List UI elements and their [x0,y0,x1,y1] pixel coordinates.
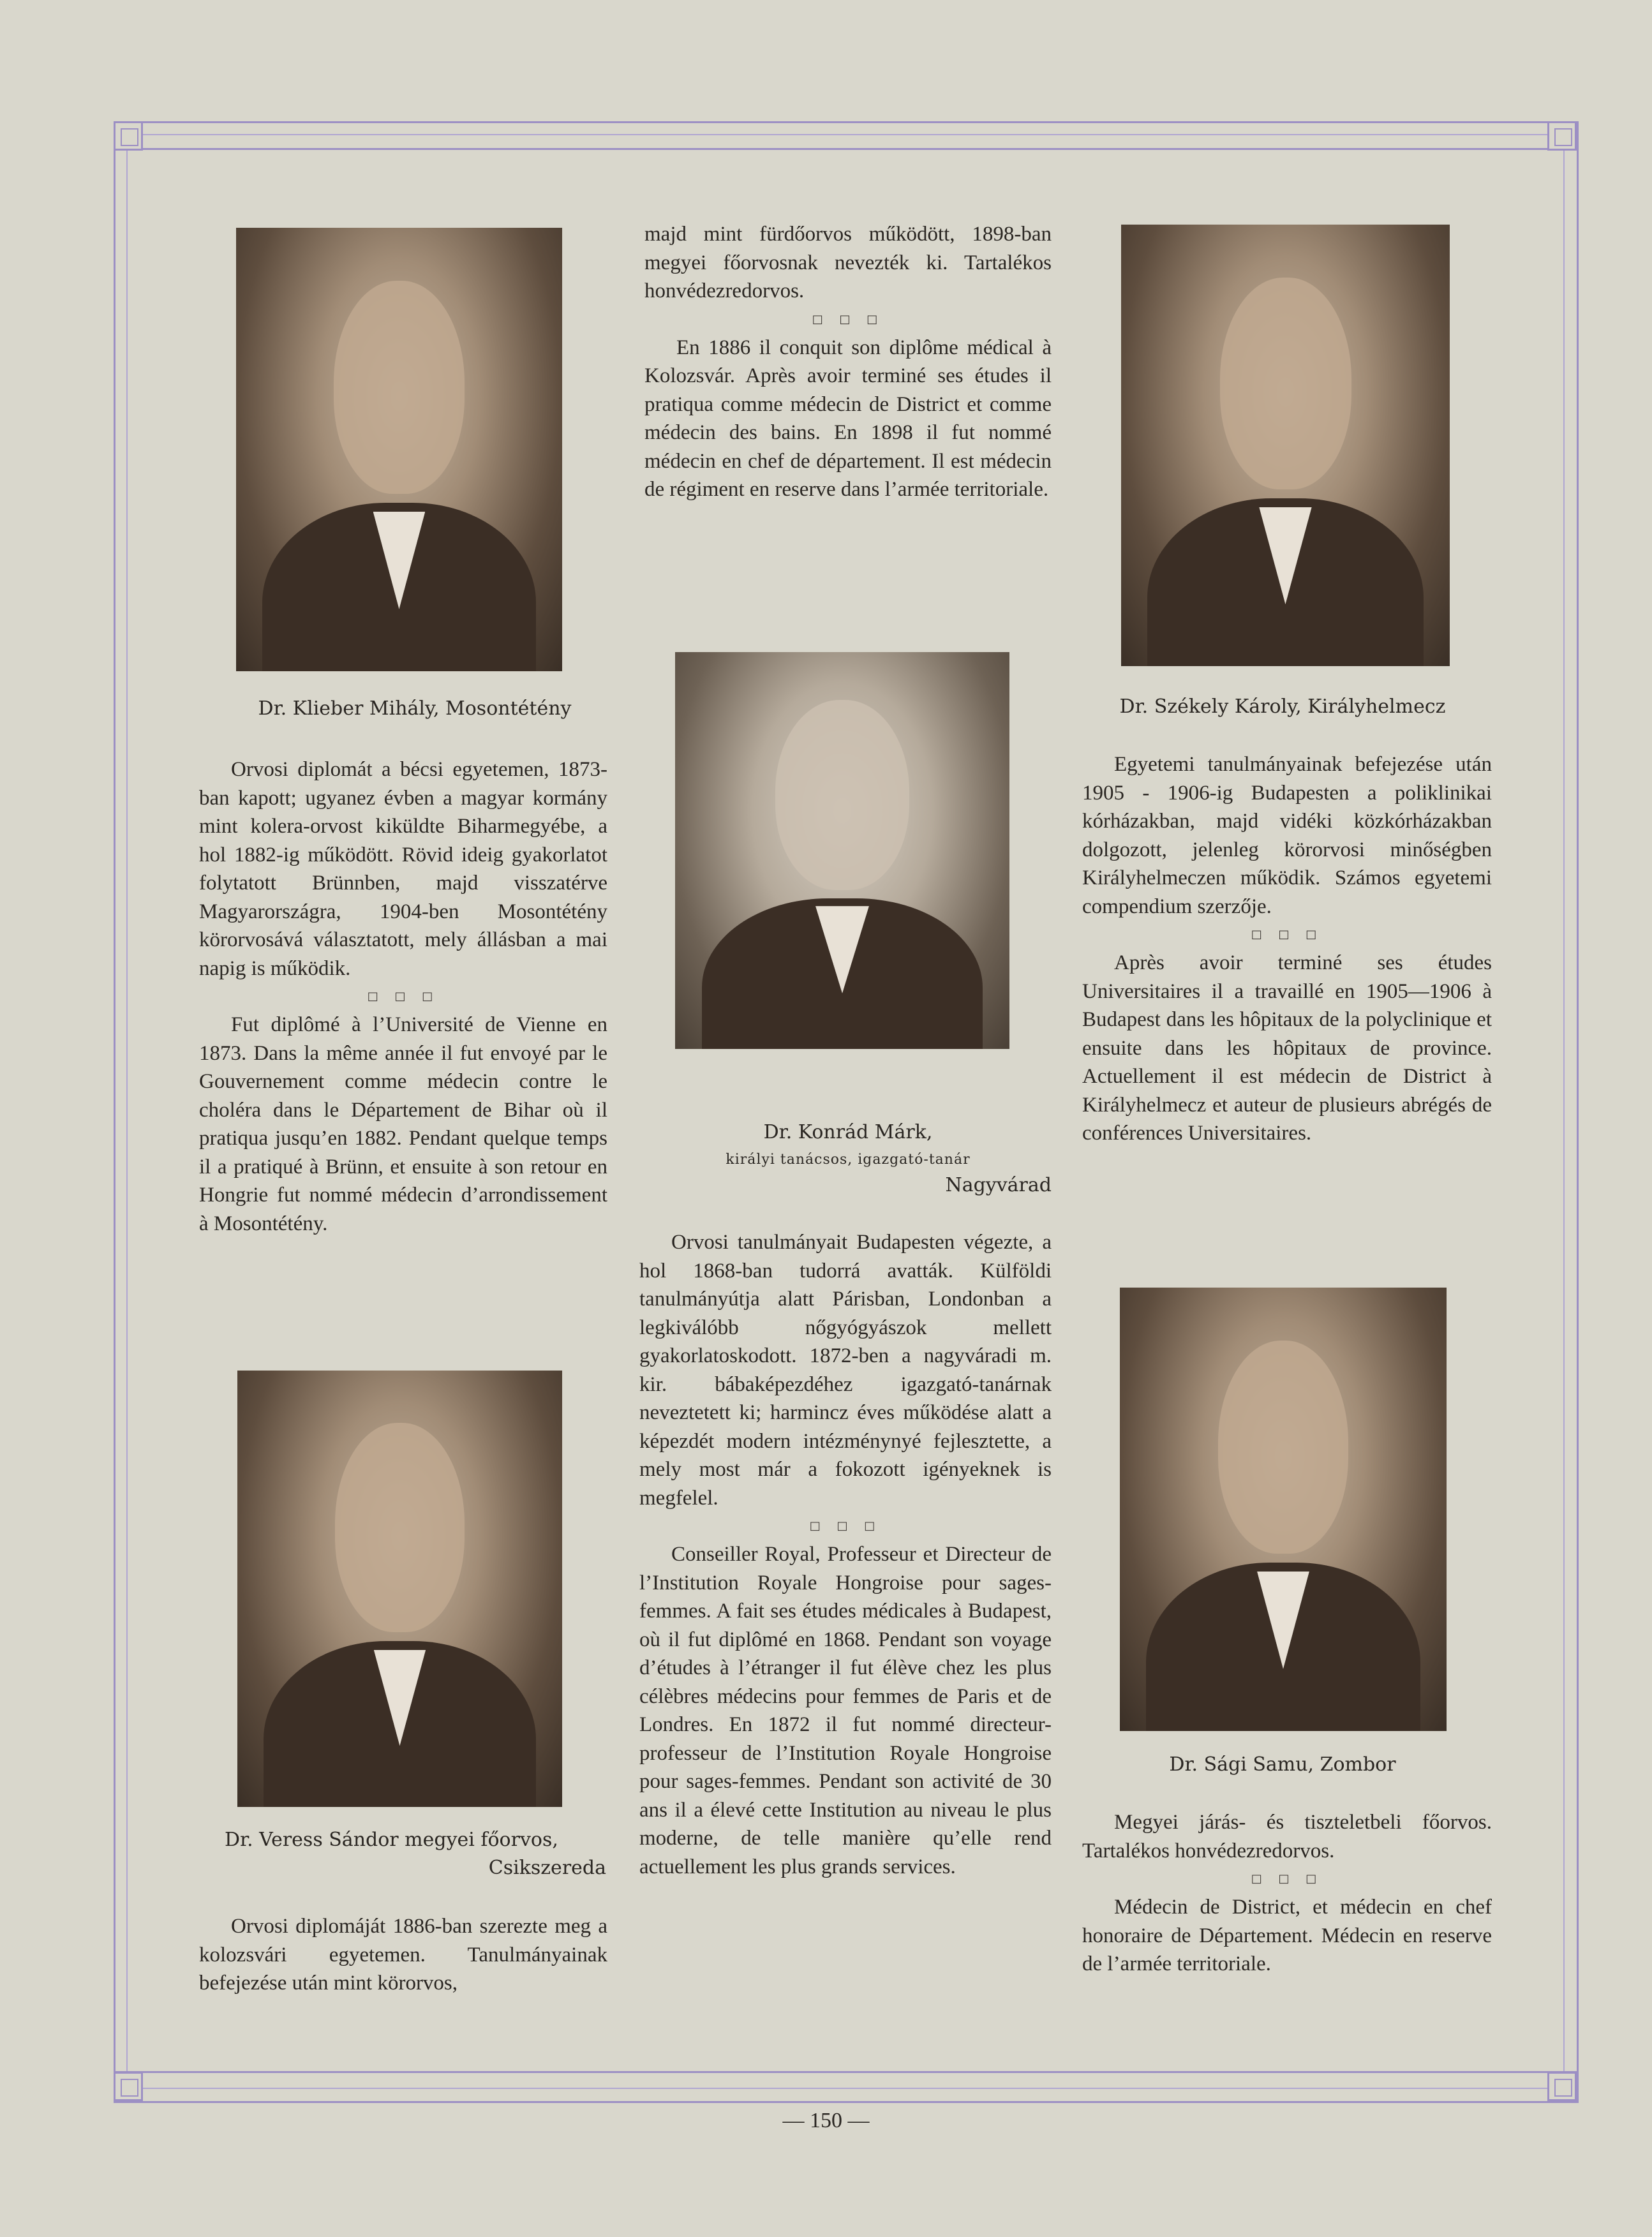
section-separator: □ □ □ [809,1519,882,1533]
portrait-photo-veress [237,1371,562,1807]
paragraph-veress-fr: En 1886 il conquit son diplôme médical à Kolozsvár. Après avoir terminé ses études il pratiqua comme médecin de District et comme médecin des bains. En 1898 il fut nommé médecin en chef de département. Il est médecin de régiment en reserve dans l’armée territoriale. [644,336,1052,501]
paragraph-konrad-fr: Conseiller Royal, Professeur et Directeur de l’Institution Royale Hongroise pour sages-femmes. A fait ses études médicales à Budapest, où il fut diplômé en 1868. Pendant son voyage d’études à l’étranger il fut élève chez les plus célèbres médecins pour femmes de Paris et de Londres. En 1872 il fut nommé directeur-professeur de l’Institution Royale Hongroise pour sages-femmes. Pendant son activité de 30 ans il a élevé cette Institution au niveau le plus moderne, de telle manière qu’elle rend actuellement les plus grands services. [639,1543,1052,1878]
paragraph-klieber-fr: Fut diplômé à l’Université de Vienne en 1873. Dans la même année il fut envoyé par le Gouvernement comme médecin contre le choléra dans le Département de Bihar où il pratiqua jusqu’en 1882. Pendant quelque temps il a pratiqué à Brünn, et ensuite à son retour en Hongrie fut nommé médecin d’arrondissement à Mosontétény. [199,1013,607,1235]
corner-ornament-top-left [114,121,143,151]
section-separator: □ □ □ [812,312,884,326]
text-block-konrad [639,1228,1052,1881]
section-separator: □ □ □ [1251,928,1323,941]
caption-konrad-line2: királyi tanácsos, igazgató-tanár [726,1152,971,1168]
paragraph-klieber-hu: Orvosi diplomát a bécsi egyetemen, 1873-ban kapott; ugyanez évben a magyar kormány mint kolera-orvost kiküldte Biharmegyébe, a hol 1882-ig működött. Rövid ideig gyakorlatot folytatott Brünnben, majd visszatérve Magyarországra, 1904-ben Mosontétény körorvosává választatott, mely állásban a mai napig is működik. [199,758,607,980]
corner-ornament-bottom-right [1547,2072,1577,2101]
caption-klieber: Dr. Klieber Mihály, Mosontétény [258,697,572,720]
caption-veress-line2: Csikszereda [488,1857,606,1879]
portrait-photo-szekely [1121,225,1450,666]
portrait-photo-sagi [1120,1288,1447,1731]
caption-konrad-line1: Dr. Konrád Márk, [763,1121,933,1143]
section-separator: □ □ □ [1251,1872,1323,1885]
paragraph-szekely-fr: Après avoir terminé ses études Universitaires il a travaillé en 1905—1906 à Budapest dans les hôpitaux de la polyclinique et ensuite dans les hôpitaux de province. Actuellement il est médecin de District à Királyhelmecz et auteur de plusieurs abrégés de conférences Universitaires. [1082,951,1492,1145]
text-block-klieber [199,755,607,1238]
portrait-photo-klieber [236,228,562,671]
corner-ornament-bottom-left [114,2072,143,2101]
caption-konrad-line3: Nagyvárad [945,1174,1052,1196]
text-block-sagi [1082,1808,1492,1979]
paragraph-sagi-fr: Médecin de District, et médecin en chef honoraire de Département. Médecin en reserve de l’armée territoriale. [1082,1896,1492,1975]
caption-szekely: Dr. Székely Károly, Királyhelmecz [1119,695,1446,718]
paragraph-konrad-hu: Orvosi tanulmányait Budapesten végezte, a hol 1868-ban tudorrá avatták. Külföldi tanulmányútja alatt Párisban, Londonban a legkiválóbb nőgyógyászok mellett gyakorlatoskodott. 1872-ben a nagyváradi m. kir. bábaképezdéhez igazgató-tanárnak neveztetett ki; harmincz éves működése alatt a képezdét modern intézménynyé fejlesztette, a mely most már a fokozott igényeknek is megfelel. [639,1231,1052,1510]
text-block-veress-continued [644,220,1052,504]
text-block-szekely [1082,750,1492,1148]
paragraph-veress-hu-cont: majd mint fürdőorvos működött, 1898-ban megyei főorvosnak nevezték ki. Tartalékos honvédezredorvos. [644,223,1052,302]
section-separator: □ □ □ [367,990,440,1003]
caption-sagi: Dr. Sági Samu, Zombor [1169,1753,1396,1776]
corner-ornament-top-right [1547,121,1577,151]
caption-veress-line1: Dr. Veress Sándor megyei főorvos, [225,1829,558,1851]
paragraph-sagi-hu: Megyei járás- és tiszteletbeli főorvos. Tartalékos honvédezredorvos. [1082,1811,1492,1862]
paragraph-szekely-hu: Egyetemi tanulmányainak befejezése után 1905 - 1906-ig Budapesten a poliklinikai kórházakban, majd vidéki közkórházakban dolgozott, jelenleg körorvosi minőségben Királyhelmeczen működik. Számos egyetemi compendium szerzője. [1082,753,1492,918]
portrait-photo-konrad [675,652,1009,1049]
bottom-rule [114,2071,1577,2073]
paragraph-veress-hu: Orvosi diplomáját 1886-ban szerezte meg a kolozsvári egyetemen. Tanulmányainak befejezése után mint körorvos, [199,1915,607,1995]
page-number: — 150 — [782,2109,870,2132]
top-rule [114,148,1577,150]
text-block-veress [199,1912,607,1998]
